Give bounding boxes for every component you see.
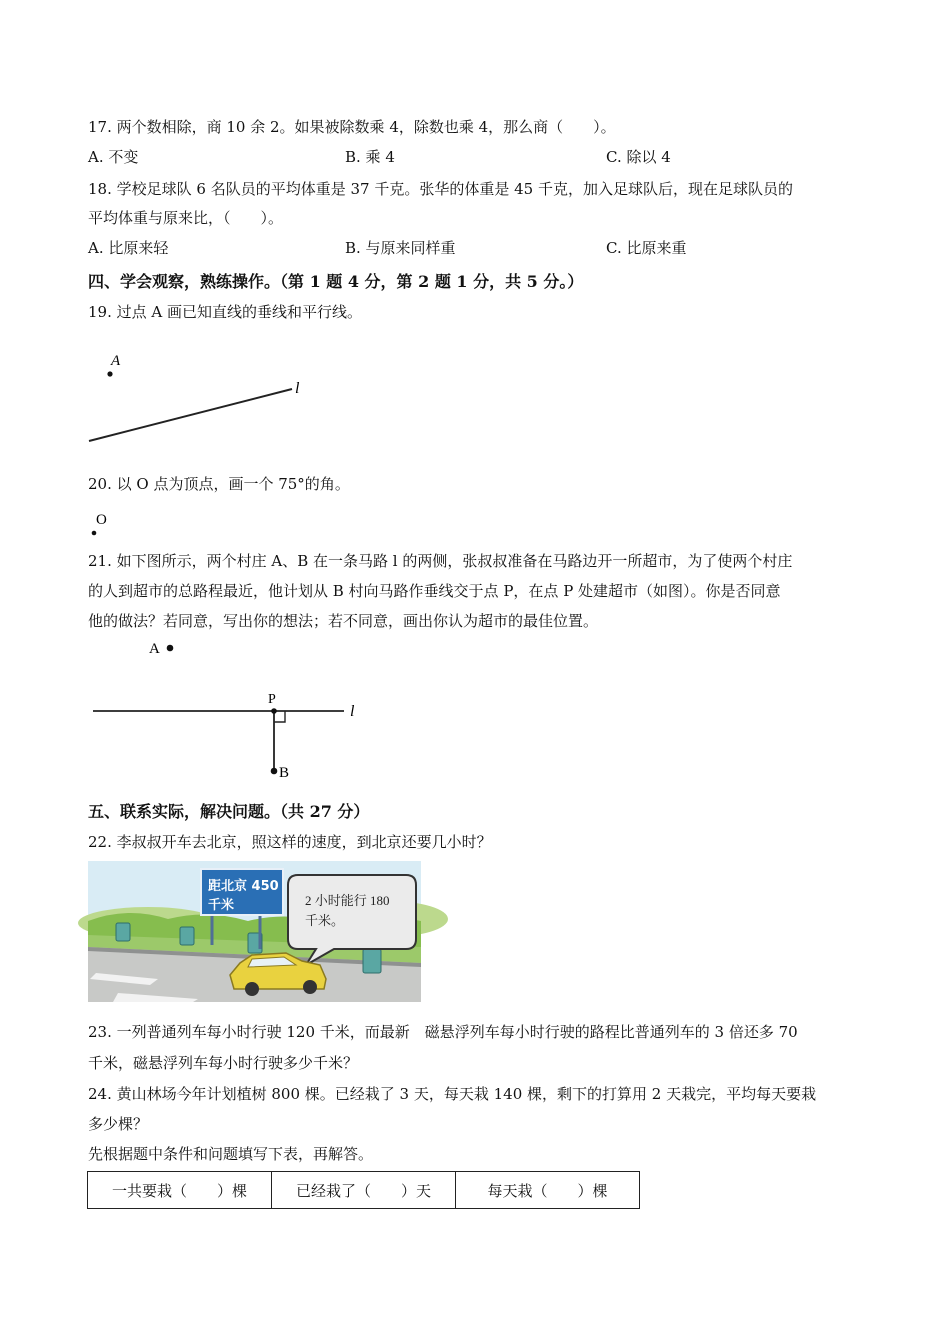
point-p-label: P: [268, 692, 276, 707]
village-a-point: [167, 645, 174, 652]
road-l-label: l: [350, 703, 355, 720]
point-o-label: O: [96, 512, 107, 528]
q24-table: [87, 1171, 640, 1209]
q17-option-c[interactable]: C. 除以 4: [606, 148, 671, 166]
car-wheel: [245, 982, 259, 996]
q21-figure[interactable]: [88, 634, 378, 784]
q20-figure[interactable]: [85, 508, 125, 540]
q17-option-b[interactable]: B. 乘 4: [345, 148, 395, 166]
median-post: [180, 927, 194, 945]
q23-line1: 23. 一列普通列车每小时行驶 120 千米，而最新 磁悬浮列车每小时行驶的路程比普通列车的 3 倍还多 70: [88, 1023, 798, 1041]
q18-option-b[interactable]: B. 与原来同样重: [345, 239, 456, 257]
table-cell-days[interactable]: 已经栽了（ ）天: [272, 1172, 456, 1209]
q24-line2: 多少棵？: [88, 1115, 149, 1133]
q21-line1: 21. 如下图所示，两个村庄 A、B 在一条马路 l 的两侧，张叔叔准备在马路边开一所超市，为了使两个村庄: [88, 552, 793, 570]
table-row: [88, 1172, 640, 1209]
q18-option-c[interactable]: C. 比原来重: [606, 239, 687, 257]
q18-stem-line2: 平均体重与原来比，（ ）。: [88, 209, 284, 227]
q18-stem-line1: 18. 学校足球队 6 名队员的平均体重是 37 千克。张华的体重是 45 千克，加入足球队后，现在足球队员的: [88, 180, 793, 198]
q17-stem: 17. 两个数相除，商 10 余 2。如果被除数乘 4，除数也乘 4，那么商（ ）。: [88, 118, 616, 136]
median-post: [363, 949, 381, 973]
distance-sign-line2: 千米: [208, 898, 235, 913]
q21-line3: 他的做法？若同意，写出你的想法；若不同意，画出你认为超市的最佳位置。: [88, 612, 599, 630]
line-l-label: l: [295, 380, 300, 397]
q20-stem: 20. 以 O 点为顶点，画一个 75°的角。: [88, 475, 350, 493]
village-b-point: [271, 768, 278, 775]
median-post: [116, 923, 130, 941]
q17-option-a[interactable]: A. 不变: [88, 148, 139, 166]
q22-illustration: [88, 861, 421, 1002]
speech-bubble-line2: 千米。: [305, 913, 345, 928]
section-5-heading: 五、联系实际，解决问题。（共 27 分）: [88, 802, 370, 821]
q24-line1: 24. 黄山林场今年计划植树 800 棵。已经栽了 3 天，每天栽 140 棵，剩下的打算用 2 天栽完，平均每天要栽: [88, 1085, 817, 1103]
q21-line2: 的人到超市的总路程最近，他计划从 B 村向马路作垂线交于点 P，在点 P 处建超市（如图）。你是否同意: [88, 582, 781, 600]
q23-line2: 千米，磁悬浮列车每小时行驶多少千米？: [88, 1054, 359, 1072]
q22-stem: 22. 李叔叔开车去北京，照这样的速度，到北京还要几小时？: [88, 833, 492, 851]
car-wheel: [303, 980, 317, 994]
point-o: [92, 531, 97, 536]
point-a-label: A: [111, 353, 121, 369]
point-p: [271, 708, 277, 714]
q19-figure[interactable]: [80, 345, 320, 455]
section-4-heading: 四、学会观察，熟练操作。（第 1 题 4 分，第 2 题 1 分，共 5 分。）: [88, 272, 584, 291]
point-a: [107, 371, 112, 376]
q18-option-a[interactable]: A. 比原来轻: [88, 239, 169, 257]
speech-bubble-line1: 2 小时能行 180: [305, 893, 390, 908]
table-cell-total[interactable]: 一共要栽（ ）棵: [88, 1172, 272, 1209]
distance-sign-line1: 距北京 450: [208, 879, 279, 894]
q24-instruction: 先根据题中条件和问题填写下表，再解答。: [88, 1145, 374, 1163]
table-cell-per-day[interactable]: 每天栽（ ）棵: [456, 1172, 640, 1209]
q19-stem: 19. 过点 A 画已知直线的垂线和平行线。: [88, 303, 362, 321]
given-line-l: [89, 389, 292, 441]
village-a-label: A: [149, 641, 160, 657]
village-b-label: B: [279, 765, 290, 781]
